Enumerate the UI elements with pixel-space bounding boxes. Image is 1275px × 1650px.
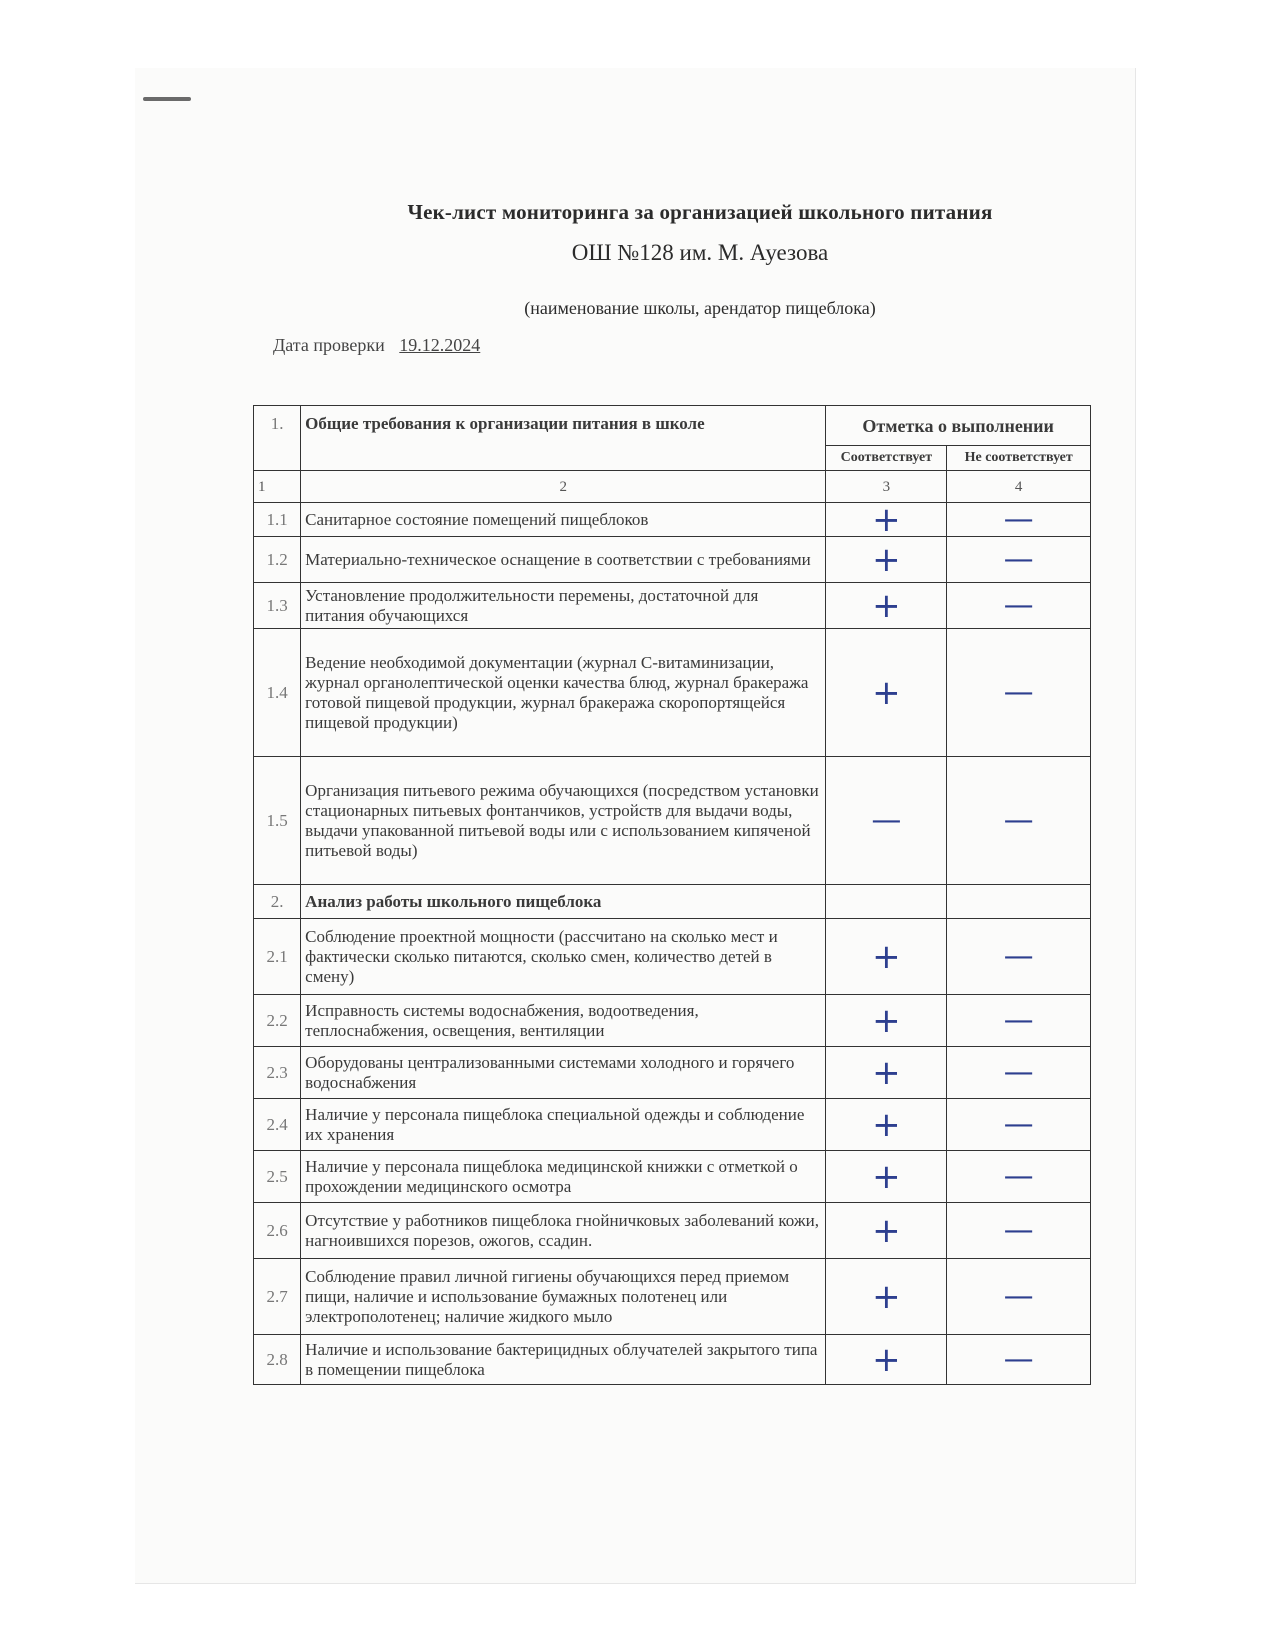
not-complies-mark: — — [947, 583, 1091, 629]
not-complies-mark: — — [947, 503, 1091, 537]
row-number: 2.1 — [254, 919, 301, 995]
row-text: Материально-техническое оснащение в соответствии с требованиями — [301, 537, 826, 583]
complies-mark: + — [826, 1259, 947, 1335]
table-row — [254, 919, 1091, 995]
not-complies-mark: — — [947, 1151, 1091, 1203]
date-value: 19.12.2024 — [399, 335, 481, 355]
row-text: Установление продолжительности перемены, достаточной для питания обучающихся — [301, 583, 826, 629]
index-row — [254, 471, 1091, 503]
row-text: Наличие у персонала пищеблока специальной одежды и соблюдение их хранения — [301, 1099, 826, 1151]
complies-mark: + — [826, 583, 947, 629]
index-cell: 4 — [947, 471, 1091, 503]
not-complies-mark: — — [947, 995, 1091, 1047]
row-text: Соблюдение правил личной гигиены обучающихся перед приемом пищи, наличие и использование бумажных полотенец или электрополотенец; наличие жидкого мыло — [301, 1259, 826, 1335]
not-complies-mark: — — [947, 757, 1091, 885]
row-text: Санитарное состояние помещений пищеблоков — [301, 503, 826, 537]
row-text: Исправность системы водоснабжения, водоотведения, теплоснабжения, освещения, вентиляции — [301, 995, 826, 1047]
date-label: Дата проверки — [273, 335, 385, 355]
section-row — [254, 885, 1091, 919]
empty-cell — [947, 885, 1091, 919]
not-complies-mark: — — [947, 919, 1091, 995]
complies-mark: + — [826, 919, 947, 995]
scan-mark — [143, 97, 191, 101]
row-text: Соблюдение проектной мощности (расcчитано на сколько мест и фактически сколько питаются, сколько смен, количество детей в смену) — [301, 919, 826, 995]
row-number: 2.7 — [254, 1259, 301, 1335]
complies-mark: + — [826, 1203, 947, 1259]
not-complies-mark: — — [947, 1259, 1091, 1335]
table-row — [254, 503, 1091, 537]
table-row — [254, 629, 1091, 757]
complies-mark: + — [826, 1047, 947, 1099]
row-number: 2.5 — [254, 1151, 301, 1203]
not-complies-mark: — — [947, 1335, 1091, 1385]
inspection-date — [273, 335, 480, 356]
section-title: Общие требования к организации питания в школе — [301, 406, 826, 471]
not-complies-mark: — — [947, 537, 1091, 583]
complies-mark: + — [826, 1099, 947, 1151]
complies-mark: + — [826, 629, 947, 757]
row-number: 1.3 — [254, 583, 301, 629]
row-number: 2.6 — [254, 1203, 301, 1259]
table-header-row — [254, 406, 1091, 446]
empty-cell — [826, 885, 947, 919]
complies-mark: + — [826, 1335, 947, 1385]
row-number: 1.5 — [254, 757, 301, 885]
row-number: 2.2 — [254, 995, 301, 1047]
table-row — [254, 537, 1091, 583]
row-number: 1.2 — [254, 537, 301, 583]
col-complies: Соответствует — [826, 446, 947, 471]
row-number: 2.3 — [254, 1047, 301, 1099]
section-number: 2. — [254, 885, 301, 919]
table-row — [254, 1099, 1091, 1151]
table-row — [254, 1259, 1091, 1335]
table-row — [254, 1335, 1091, 1385]
complies-mark: + — [826, 995, 947, 1047]
row-text: Ведение необходимой документации (журнал С-витаминизации, журнал органолептической оценки качества блюд, журнал бракеража готовой пищевой продукции, журнал бракеража скоропортящейся пищевой продукции) — [301, 629, 826, 757]
complies-mark: — — [826, 757, 947, 885]
school-note: (наименование школы, арендатор пищеблока) — [524, 298, 876, 318]
table-row — [254, 757, 1091, 885]
complies-mark: + — [826, 503, 947, 537]
row-number: 2.4 — [254, 1099, 301, 1151]
complies-mark: + — [826, 537, 947, 583]
not-complies-mark: — — [947, 1099, 1091, 1151]
row-number: 1.4 — [254, 629, 301, 757]
col-not-complies: Не соответствует — [947, 446, 1091, 471]
index-cell: 1 — [254, 471, 301, 503]
row-text: Организация питьевого режима обучающихся (посредством установки стационарных питьевых фонтанчиков, устройств для выдачи воды, выдачи упакованной питьевой воды или с использованием кипяченой питьевой воды) — [301, 757, 826, 885]
table-row — [254, 1203, 1091, 1259]
table-row — [254, 583, 1091, 629]
row-text: Наличие и использование бактерицидных облучателей закрытого типа в помещении пищеблока — [301, 1335, 826, 1385]
table-row — [254, 995, 1091, 1047]
row-number: 2.8 — [254, 1335, 301, 1385]
index-cell: 2 — [301, 471, 826, 503]
row-text: Наличие у персонала пищеблока медицинской книжки с отметкой о прохождении медицинского осмотра — [301, 1151, 826, 1203]
table-row — [254, 1047, 1091, 1099]
not-complies-mark: — — [947, 629, 1091, 757]
row-text: Отсутствие у работников пищеблока гнойничковых заболеваний кожи, нагноившихся порезов, ожогов, ссадин. — [301, 1203, 826, 1259]
section-title: Анализ работы школьного пищеблока — [301, 885, 826, 919]
row-text: Оборудованы централизованными системами холодного и горячего водоснабжения — [301, 1047, 826, 1099]
not-complies-mark: — — [947, 1047, 1091, 1099]
school-name: ОШ №128 им. М. Ауезова — [571, 240, 829, 265]
checklist-table — [253, 405, 1091, 1385]
document-title: Чек-лист мониторинга за организацией школьного питания — [407, 200, 993, 224]
row-number: 1.1 — [254, 503, 301, 537]
not-complies-mark: — — [947, 1203, 1091, 1259]
mark-header: Отметка о выполнении — [826, 406, 1091, 446]
table-row — [254, 1151, 1091, 1203]
index-cell: 3 — [826, 471, 947, 503]
section-number: 1. — [254, 406, 301, 471]
complies-mark: + — [826, 1151, 947, 1203]
